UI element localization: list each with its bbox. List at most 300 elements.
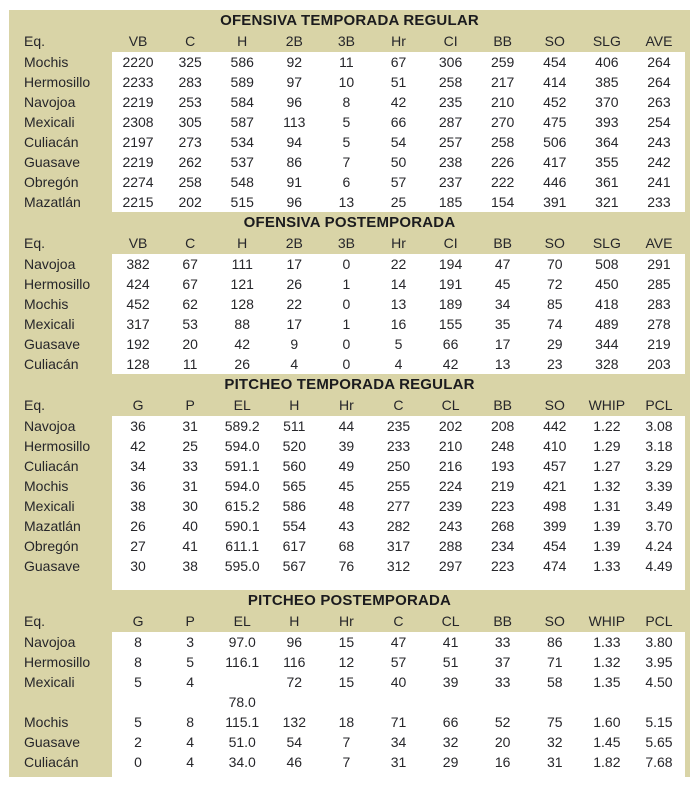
stat-cell: 273 (164, 132, 216, 152)
spacer-cell (216, 576, 268, 590)
stat-cell: 508 (581, 254, 633, 274)
stat-cell: 5 (164, 652, 216, 672)
stat-cell: 128 (112, 354, 164, 374)
stat-cell: 34 (372, 732, 424, 752)
stat-cell: 224 (425, 476, 477, 496)
stat-cell: 450 (581, 274, 633, 294)
stat-cell: 615.2 (216, 496, 268, 516)
column-header: VB (128, 235, 148, 251)
stat-cell: 8 (320, 92, 372, 112)
stat-cell: 0 (320, 354, 372, 374)
stat-cell: 208 (477, 416, 529, 436)
column-header: H (289, 397, 300, 413)
stat-cell: 534 (216, 132, 268, 152)
stat-cell: 38 (112, 496, 164, 516)
stat-cell (112, 692, 164, 712)
stat-cell: 31 (529, 752, 581, 772)
stat-cell: 216 (425, 456, 477, 476)
table-row (9, 476, 690, 496)
stat-cell: 26 (112, 516, 164, 536)
stat-cell: 306 (425, 52, 477, 72)
stat-cell: 66 (425, 712, 477, 732)
stat-cell (372, 692, 424, 712)
stat-cell: 4.49 (633, 556, 685, 576)
stat-cell: 268 (477, 516, 529, 536)
team-name-cell: Mochis (24, 714, 69, 730)
stat-cell: 50 (372, 152, 424, 172)
stat-cell: 25 (164, 436, 216, 456)
stat-cell: 5 (112, 712, 164, 732)
table-row (9, 652, 690, 672)
stat-cell: 406 (581, 52, 633, 72)
stat-cell: 44 (320, 416, 372, 436)
spacer-cell (9, 772, 112, 777)
table-row (9, 192, 690, 212)
stat-cell: 361 (581, 172, 633, 192)
stat-cell: 26 (216, 354, 268, 374)
column-header: CI (443, 33, 458, 49)
stat-cell: 1.32 (581, 476, 633, 496)
stat-cell: 254 (633, 112, 685, 132)
stat-cell: 611.1 (216, 536, 268, 556)
spacer-cell (581, 576, 633, 590)
table-row (9, 692, 690, 712)
stat-cell: 586 (216, 52, 268, 72)
stat-cell: 8 (164, 712, 216, 732)
stat-cell: 20 (164, 334, 216, 354)
stat-cell: 263 (633, 92, 685, 112)
stat-cell: 22 (372, 254, 424, 274)
table-row (9, 52, 690, 72)
stat-cell: 154 (477, 192, 529, 212)
stat-cell: 72 (529, 274, 581, 294)
stat-cell: 86 (268, 152, 320, 172)
stat-cell: 5 (320, 132, 372, 152)
spacer-cell (581, 772, 633, 777)
stat-cell: 2215 (112, 192, 164, 212)
column-header: 2B (285, 235, 303, 251)
stat-cell: 417 (529, 152, 581, 172)
table-header-row (9, 233, 690, 254)
stat-cell: 27 (112, 536, 164, 556)
stat-cell: 454 (529, 52, 581, 72)
stat-cell: 242 (633, 152, 685, 172)
column-header: P (185, 397, 195, 413)
stat-cell: 591.1 (216, 456, 268, 476)
stat-cell: 3.39 (633, 476, 685, 496)
stat-cell: 241 (633, 172, 685, 192)
stat-cell: 243 (425, 516, 477, 536)
stats-table-section-2 (9, 212, 690, 374)
stat-cell: 202 (425, 416, 477, 436)
stat-cell: 235 (425, 92, 477, 112)
column-header: PCL (645, 613, 673, 629)
stat-cell: 16 (372, 314, 424, 334)
stat-cell: 17 (268, 314, 320, 334)
table-row (9, 416, 690, 436)
stat-cell: 370 (581, 92, 633, 112)
stat-cell: 364 (581, 132, 633, 152)
stat-cell: 66 (372, 112, 424, 132)
stat-cell: 37 (477, 652, 529, 672)
table-row (9, 92, 690, 112)
stat-cell: 515 (216, 192, 268, 212)
stat-cell: 67 (372, 52, 424, 72)
stat-cell: 116 (268, 652, 320, 672)
column-header: P (185, 613, 195, 629)
stat-cell: 13 (477, 354, 529, 374)
stat-cell: 219 (633, 334, 685, 354)
stat-cell: 96 (268, 192, 320, 212)
stat-cell: 489 (581, 314, 633, 334)
stat-cell: 67 (164, 254, 216, 274)
stat-cell: 3.08 (633, 416, 685, 436)
team-name-cell (9, 692, 112, 712)
column-header: WHIP (588, 613, 626, 629)
table-row (9, 72, 690, 92)
team-name-cell: Mazatlán (24, 518, 81, 534)
column-header: BB (493, 33, 513, 49)
stat-cell: 116.1 (216, 652, 268, 672)
stat-cell: 67 (164, 274, 216, 294)
stat-cell: 548 (216, 172, 268, 192)
team-name-cell: Navojoa (24, 256, 76, 272)
stat-cell: 185 (425, 192, 477, 212)
column-header: Eq. (24, 613, 46, 629)
stat-cell: 442 (529, 416, 581, 436)
stat-cell (320, 692, 372, 712)
team-name-cell: Mochis (24, 54, 69, 70)
stat-cell: 72 (268, 672, 320, 692)
column-header: Hr (339, 613, 354, 629)
stat-cell: 32 (425, 732, 477, 752)
stat-cell: 4 (268, 354, 320, 374)
stat-cell: 39 (320, 436, 372, 456)
team-name-cell: Culiacán (24, 356, 79, 372)
stat-cell: 42 (216, 334, 268, 354)
team-name-cell: Mexicali (24, 498, 75, 514)
table-gap-spacer (9, 576, 690, 590)
stat-cell: 237 (425, 172, 477, 192)
stat-cell: 2197 (112, 132, 164, 152)
stat-cell: 11 (320, 52, 372, 72)
team-name-cell: Navojoa (24, 634, 76, 650)
stat-cell: 85 (529, 294, 581, 314)
stat-cell: 115.1 (216, 712, 268, 732)
table-title: OFENSIVA POSTEMPORADA (243, 214, 456, 231)
stat-cell: 0 (320, 294, 372, 314)
stat-cell: 235 (372, 416, 424, 436)
stat-cell (529, 692, 581, 712)
team-name-cell: Hermosillo (24, 74, 91, 90)
stat-cell: 410 (529, 436, 581, 456)
stat-cell: 35 (477, 314, 529, 334)
stat-cell: 3.70 (633, 516, 685, 536)
stat-cell: 421 (529, 476, 581, 496)
stat-cell: 3.80 (633, 632, 685, 652)
stat-cell: 33 (477, 672, 529, 692)
stat-cell: 193 (477, 456, 529, 476)
stat-cell: 391 (529, 192, 581, 212)
stat-cell: 8 (112, 632, 164, 652)
stat-cell: 58 (529, 672, 581, 692)
team-name-cell: Guasave (24, 336, 81, 352)
stat-cell: 29 (529, 334, 581, 354)
stat-cell: 71 (529, 652, 581, 672)
stat-cell: 14 (372, 274, 424, 294)
stat-cell: 288 (425, 536, 477, 556)
stat-cell: 595.0 (216, 556, 268, 576)
stat-cell: 1.31 (581, 496, 633, 516)
stat-cell: 498 (529, 496, 581, 516)
stat-cell: 355 (581, 152, 633, 172)
stat-cell: 3.18 (633, 436, 685, 456)
spacer-cell (425, 576, 477, 590)
spacer-cell (477, 576, 529, 590)
column-header: SO (544, 397, 565, 413)
stat-cell: 23 (529, 354, 581, 374)
column-header: H (237, 33, 248, 49)
stat-cell: 51.0 (216, 732, 268, 752)
stat-cell: 0 (320, 254, 372, 274)
spacer-cell (372, 576, 424, 590)
stat-cell (216, 672, 268, 692)
stat-cell: 560 (268, 456, 320, 476)
column-header: CL (441, 613, 460, 629)
stat-cell: 97 (268, 72, 320, 92)
stat-cell: 255 (372, 476, 424, 496)
stat-cell: 454 (529, 536, 581, 556)
team-name-cell: Mazatlán (24, 194, 81, 210)
spacer-cell (164, 576, 216, 590)
stat-cell: 45 (320, 476, 372, 496)
stat-cell: 31 (164, 476, 216, 496)
stat-cell: 589 (216, 72, 268, 92)
column-header: BB (493, 397, 513, 413)
stat-cell: 452 (529, 92, 581, 112)
stat-cell: 20 (477, 732, 529, 752)
stat-cell: 49 (320, 456, 372, 476)
stat-cell: 13 (372, 294, 424, 314)
stat-cell: 1.33 (581, 556, 633, 576)
stat-cell: 155 (425, 314, 477, 334)
column-header: G (132, 613, 144, 629)
spacer-cell (529, 772, 581, 777)
stat-cell: 1 (320, 274, 372, 294)
stat-cell: 62 (164, 294, 216, 314)
spacer-cell (112, 576, 164, 590)
stat-cell: 250 (372, 456, 424, 476)
stat-cell: 1.39 (581, 516, 633, 536)
column-header: C (393, 613, 404, 629)
stat-cell: 40 (372, 672, 424, 692)
stat-cell: 1.39 (581, 536, 633, 556)
stat-cell: 71 (372, 712, 424, 732)
stat-cell: 287 (425, 112, 477, 132)
stat-cell: 452 (112, 294, 164, 314)
stat-cell: 4.50 (633, 672, 685, 692)
stat-cell: 297 (425, 556, 477, 576)
spacer-cell (9, 576, 112, 590)
stat-cell: 111 (216, 254, 268, 274)
stat-cell: 36 (112, 476, 164, 496)
stat-cell: 12 (320, 652, 372, 672)
stats-table-section-1 (9, 10, 690, 212)
stat-cell: 4 (164, 672, 216, 692)
stat-cell: 2308 (112, 112, 164, 132)
table-row (9, 632, 690, 652)
column-header: G (132, 397, 144, 413)
stat-cell: 2220 (112, 52, 164, 72)
team-name-cell: Hermosillo (24, 276, 91, 292)
stat-cell (633, 692, 685, 712)
column-header: Hr (391, 235, 406, 251)
stat-cell: 0 (320, 334, 372, 354)
column-header: SLG (592, 33, 621, 49)
table-row (9, 254, 690, 274)
table-row (9, 132, 690, 152)
stat-cell: 567 (268, 556, 320, 576)
stat-cell: 554 (268, 516, 320, 536)
stat-cell: 457 (529, 456, 581, 476)
stat-cell (164, 692, 216, 712)
stat-cell (477, 692, 529, 712)
stat-cell: 234 (477, 536, 529, 556)
column-header: SO (544, 33, 565, 49)
stat-cell: 34 (112, 456, 164, 476)
stat-cell: 7 (320, 732, 372, 752)
stat-cell: 78.0 (216, 692, 268, 712)
stat-cell: 2 (112, 732, 164, 752)
stat-cell: 47 (477, 254, 529, 274)
column-header: H (289, 613, 300, 629)
stat-cell: 54 (268, 732, 320, 752)
stat-cell: 5.65 (633, 732, 685, 752)
stat-cell: 258 (164, 172, 216, 192)
stat-cell: 92 (268, 52, 320, 72)
stat-cell: 41 (164, 536, 216, 556)
stat-cell: 565 (268, 476, 320, 496)
stat-cell: 74 (529, 314, 581, 334)
stat-cell: 30 (112, 556, 164, 576)
stat-cell: 278 (633, 314, 685, 334)
stat-cell: 5 (320, 112, 372, 132)
team-name-cell: Mochis (24, 478, 69, 494)
table-row (9, 274, 690, 294)
stat-cell: 26 (268, 274, 320, 294)
stats-table-section-4 (9, 590, 690, 777)
stat-cell: 594.0 (216, 436, 268, 456)
stat-cell: 1.27 (581, 456, 633, 476)
stat-cell: 1.22 (581, 416, 633, 436)
stat-cell: 113 (268, 112, 320, 132)
stat-cell: 94 (268, 132, 320, 152)
column-header: C (185, 33, 196, 49)
stat-cell: 475 (529, 112, 581, 132)
stat-cell: 385 (581, 72, 633, 92)
spacer-cell (529, 576, 581, 590)
stat-cell: 3 (164, 632, 216, 652)
table-row (9, 456, 690, 476)
stat-cell: 34.0 (216, 752, 268, 772)
column-header: C (185, 235, 196, 251)
column-header: PCL (645, 397, 673, 413)
stat-cell: 277 (372, 496, 424, 516)
stat-cell: 6 (320, 172, 372, 192)
stat-cell: 414 (529, 72, 581, 92)
stat-cell: 226 (477, 152, 529, 172)
stats-table-section-3 (9, 374, 690, 590)
spacer-cell (320, 576, 372, 590)
column-header: AVE (645, 235, 673, 251)
stat-cell: 257 (425, 132, 477, 152)
stat-cell: 33 (477, 632, 529, 652)
stat-cell: 5.15 (633, 712, 685, 732)
column-header: Eq. (24, 397, 46, 413)
stat-cell: 264 (633, 52, 685, 72)
table-title: OFENSIVA TEMPORADA REGULAR (220, 12, 479, 29)
stat-cell: 38 (164, 556, 216, 576)
spacer-cell (164, 772, 216, 777)
stat-cell: 239 (425, 496, 477, 516)
stat-cell: 91 (268, 172, 320, 192)
stat-cell: 5 (372, 334, 424, 354)
stat-cell: 132 (268, 712, 320, 732)
stat-cell: 1.60 (581, 712, 633, 732)
stat-cell: 0 (112, 752, 164, 772)
stat-cell: 4.24 (633, 536, 685, 556)
stat-cell: 291 (633, 254, 685, 274)
team-name-cell: Hermosillo (24, 438, 91, 454)
stat-cell: 13 (320, 192, 372, 212)
column-header: SO (544, 613, 565, 629)
stat-cell: 344 (581, 334, 633, 354)
stat-cell: 270 (477, 112, 529, 132)
table-title: PITCHEO TEMPORADA REGULAR (224, 376, 475, 393)
stat-cell: 189 (425, 294, 477, 314)
stat-cell: 253 (164, 92, 216, 112)
stat-cell: 11 (164, 354, 216, 374)
stat-cell: 42 (425, 354, 477, 374)
stat-cell: 424 (112, 274, 164, 294)
column-header: 2B (285, 33, 303, 49)
stat-cell: 3.49 (633, 496, 685, 516)
stat-cell: 40 (164, 516, 216, 536)
stat-cell: 46 (268, 752, 320, 772)
column-header: EL (233, 613, 251, 629)
stat-cell: 594.0 (216, 476, 268, 496)
stat-cell: 121 (216, 274, 268, 294)
spacer-cell (372, 772, 424, 777)
team-name-cell: Navojoa (24, 94, 76, 110)
column-header: 3B (337, 33, 355, 49)
stat-cell: 25 (372, 192, 424, 212)
stat-cell: 68 (320, 536, 372, 556)
stat-cell: 446 (529, 172, 581, 192)
table-row (9, 152, 690, 172)
stat-cell: 7 (320, 752, 372, 772)
stat-cell: 506 (529, 132, 581, 152)
team-name-cell: Culiacán (24, 458, 79, 474)
stat-cell: 4 (164, 732, 216, 752)
team-name-cell: Culiacán (24, 754, 79, 770)
column-header: BB (493, 235, 513, 251)
stat-cell: 15 (320, 632, 372, 652)
stat-cell: 75 (529, 712, 581, 732)
stat-cell: 282 (372, 516, 424, 536)
stat-cell: 17 (477, 334, 529, 354)
stat-cell: 51 (425, 652, 477, 672)
